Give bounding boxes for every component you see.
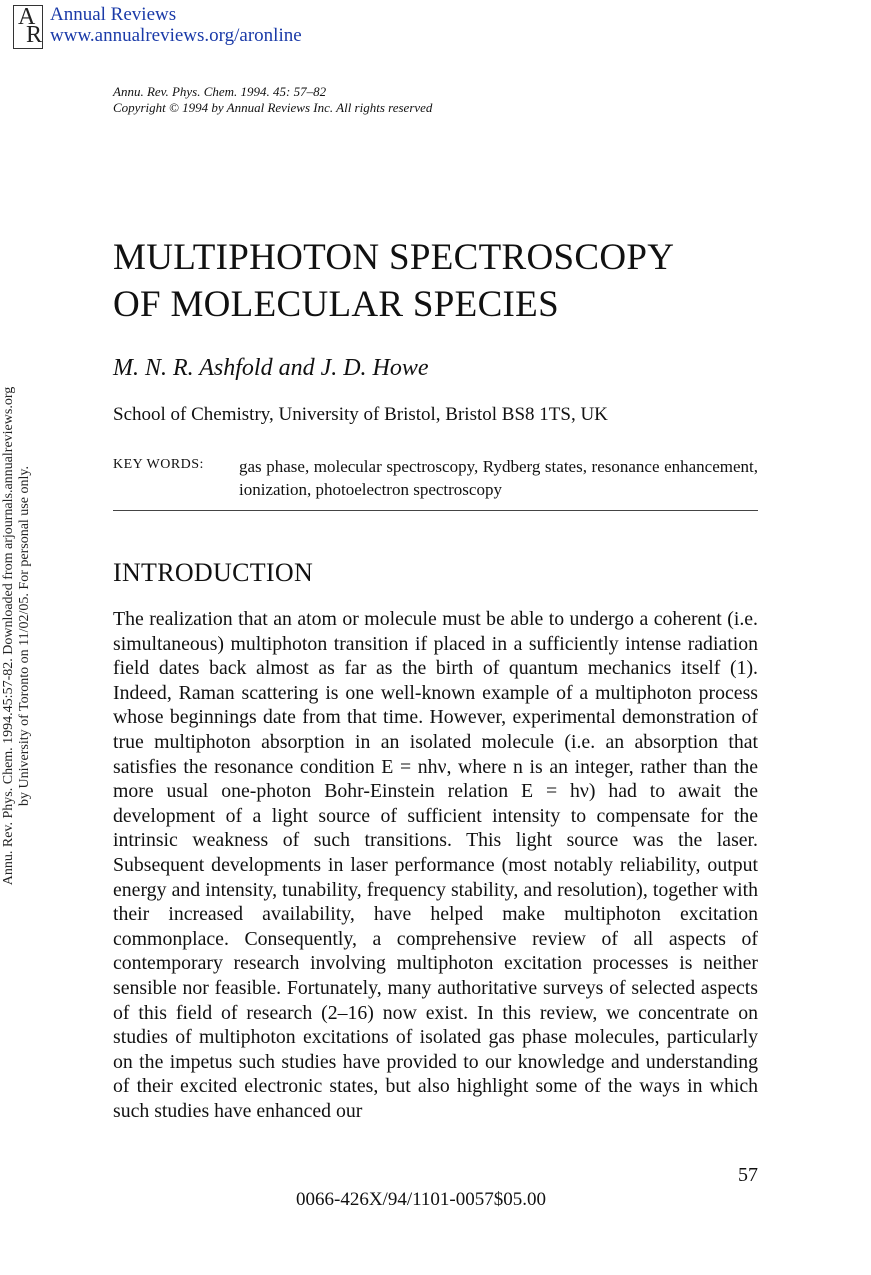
body-paragraph: The realization that an atom or molecule must be able to undergo a coherent (i.e. simultaneous) multiphoton transition if placed in a sufficiently intense radiation field dates back almost as far as the birth of quantum mechanics itself (1). Indeed, Raman scattering is one well-known example of a multiphoton process whose beginnings date from that time. However, experimental demonstration of true multiphoton absorption in an isolated molecule (i.e. an absorption that satisfies the resonance condition E = nhν, where n is an integer, rather than the more usual one-photon Bohr-Einstein relation E = hν) had to await the development of a light source of sufficient intensity to compensate for the intrinsic weakness of such transitions. This light source was the laser. Subsequent developments in laser performance (most notably reliability, output energy and intensity, tunability, frequency stability, and resolution), together with their increased availability, have helped make multiphoton excitation commonplace. Consequently, a comprehensive review of all aspects of contemporary research involving multiphoton excitation processes is neither sensible nor feasible. Fortunately, many authoritative surveys of selected aspects of this field of research (2–16) now exist. In this review, we concentrate on studies of multiphoton excitations of isolated gas phase molecules, particularly on the impetus such studies have provided to our knowledge and understanding of their excited electronic states, but also highlight some of the ways in which such studies have enhanced our [113,608,758,1122]
journal-citation: Annu. Rev. Phys. Chem. 1994. 45: 57–82 [113,84,327,99]
page-number: 57 [738,1164,758,1186]
title-line2: OF MOLECULAR SPECIES [113,284,559,325]
article-code: 0066-426X/94/1101-0057$05.00 [296,1189,546,1210]
article-title [113,234,674,328]
keywords: gas phase, molecular spectroscopy, Rydberg states, resonance enhancement, ionization, photoelectron spectroscopy [239,457,758,499]
keywords-divider [113,510,758,511]
affiliation: School of Chemistry, University of Bristol, Bristol BS8 1TS, UK [113,404,608,425]
annual-reviews-name[interactable]: Annual Reviews [50,4,177,25]
journal-citation-block [113,84,432,116]
logo-letter-r: R [26,22,43,48]
authors: M. N. R. Ashfold and J. D. Howe [113,355,429,381]
annual-reviews-link[interactable] [50,4,302,46]
section-heading: INTRODUCTION [113,558,314,587]
title-line1: MULTIPHOTON SPECTROSCOPY [113,237,675,278]
logo-letter-a: A [18,4,36,30]
copyright-line: Copyright © 1994 by Annual Reviews Inc. All rights reserved [113,100,433,115]
annual-reviews-url[interactable]: www.annualreviews.org/aronline [50,25,302,46]
side-note-line1: Annu. Rev. Phys. Chem. 1994.45:57-82. Downloaded from arjournals.annualreviews.org [1,386,16,886]
side-note-line2: by University of Toronto on 11/02/05. For personal use only. [17,466,32,806]
keywords-label: KEY WORDS: [113,457,204,472]
download-side-note [0,0,43,1275]
